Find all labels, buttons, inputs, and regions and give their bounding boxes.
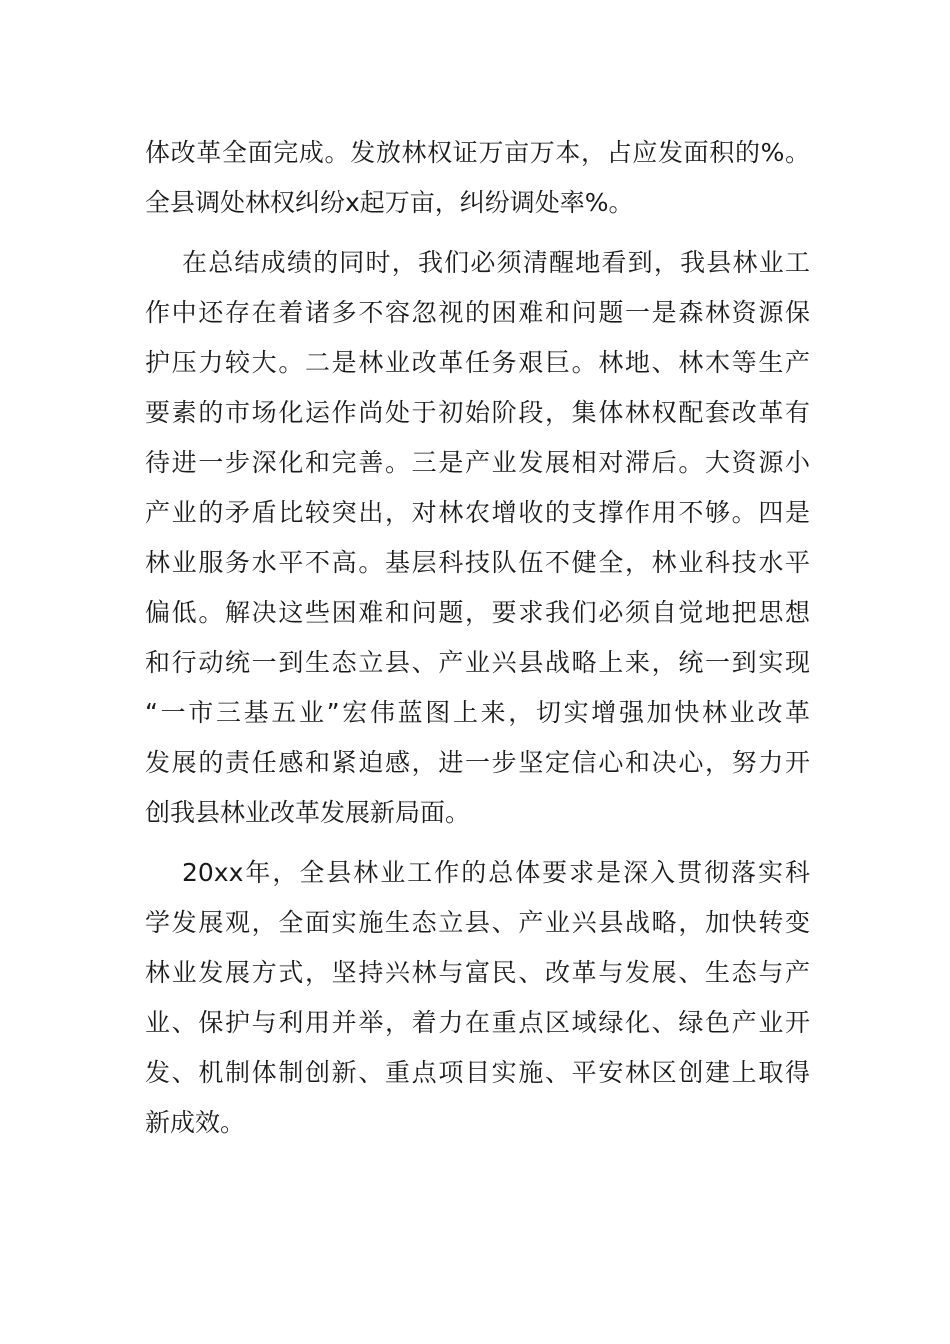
document-body	[145, 128, 810, 1158]
text-line: 新成效。	[145, 1108, 246, 1137]
text-line: 在总结成绩的同时，我们必须清醒地看到，我县林业工	[182, 248, 810, 277]
text-line: 要素的市场化运作尚处于初始阶段，集体林权配套改革有	[145, 398, 810, 427]
text-line: 产业的矛盾比较突出，对林农增收的支撑作用不够。四是	[145, 498, 810, 527]
text-line: 作中还存在着诸多不容忽视的困难和问题一是森林资源保	[145, 298, 810, 327]
text-line: 护压力较大。二是林业改革任务艰巨。林地、林木等生产	[145, 348, 810, 377]
text-line: 待进一步深化和完善。三是产业发展相对滞后。大资源小	[145, 448, 810, 477]
text-line: “一市三基五业”宏伟蓝图上来，切实增强加快林业改革	[145, 698, 810, 727]
text-line: 和行动统一到生态立县、产业兴县战略上来，统一到实现	[145, 648, 810, 677]
paragraph-3	[145, 848, 810, 1148]
text-line: 发、机制体制创新、重点项目实施、平安林区创建上取得	[145, 1058, 810, 1087]
text-line: 全县调处林权纠纷x起万亩，纠纷调处率%。	[145, 188, 634, 217]
text-line: 发展的责任感和紧迫感，进一步坚定信心和决心，努力开	[145, 748, 810, 777]
paragraph-2	[145, 238, 810, 838]
text-line: 林业发展方式，坚持兴林与富民、改革与发展、生态与产	[145, 958, 810, 987]
text-line: 学发展观，全面实施生态立县、产业兴县战略，加快转变	[145, 908, 810, 937]
paragraph-1	[145, 128, 810, 228]
text-line: 林业服务水平不高。基层科技队伍不健全，林业科技水平	[145, 548, 810, 577]
text-line: 业、保护与利用并举，着力在重点区域绿化、绿色产业开	[145, 1008, 810, 1037]
text-line: 创我县林业改革发展新局面。	[145, 798, 471, 827]
text-line: 20xx年，全县林业工作的总体要求是深入贯彻落实科	[182, 858, 810, 887]
text-line: 体改革全面完成。发放林权证万亩万本，占应发面积的%。	[145, 138, 810, 167]
text-line: 偏低。解决这些困难和问题，要求我们必须自觉地把思想	[145, 598, 810, 627]
